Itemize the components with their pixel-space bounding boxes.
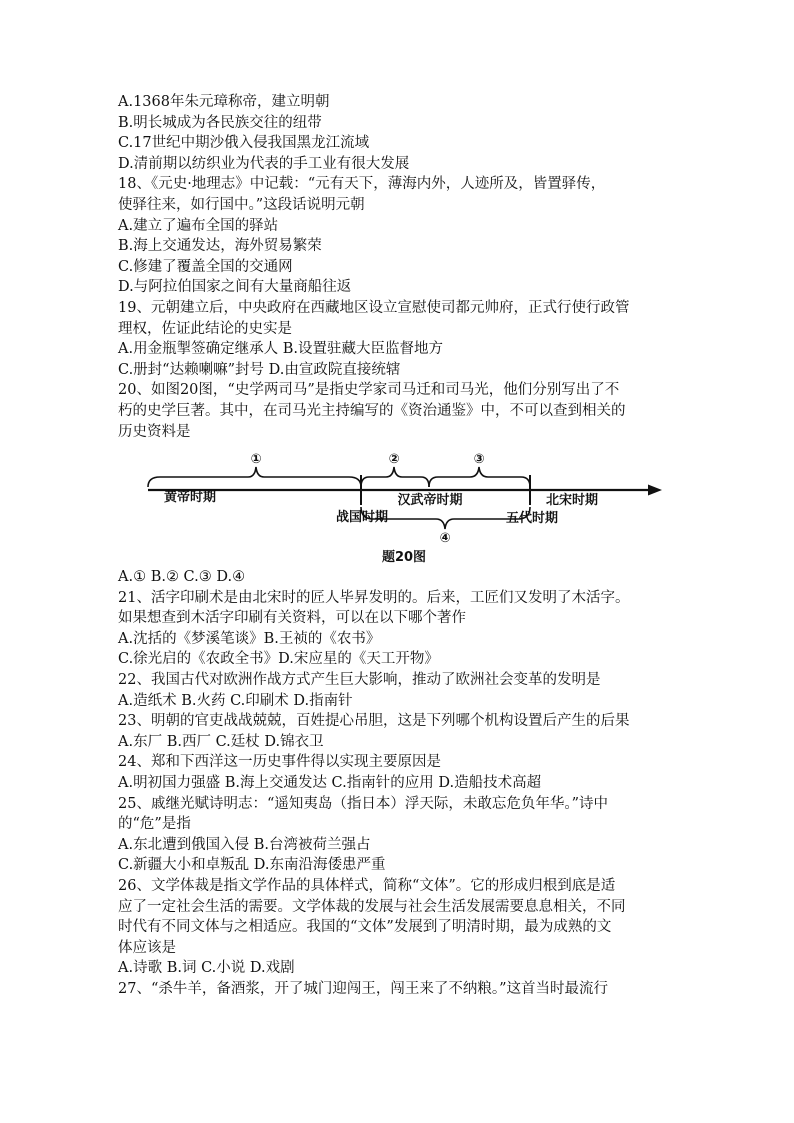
question-24-stem: 24、郑和下西洋这一历史事件得以实现主要原因是 (118, 754, 441, 771)
question-21-stem: 21、活字印刷术是由北宋时的匠人毕昇发明的。后来，工匠们又发明了木活字。 (118, 589, 630, 606)
option-line: D.清前期以纺织业为代表的手工业有很大发展 (118, 155, 410, 172)
question-26-stem: 应了一定社会生活的需要。文学体裁的发展与社会生活发展需要息息相关，不同 (118, 898, 626, 915)
marker-4: ④ (439, 531, 451, 547)
timeline-svg (118, 445, 684, 565)
question-21-stem: 如果想查到木活字印刷有关资料，可以在以下哪个著作 (118, 610, 466, 627)
timeline-figure (118, 445, 684, 565)
brace-2 (361, 467, 429, 487)
question-26-stem: 体应该是 (118, 939, 176, 956)
marker-3: ③ (473, 452, 485, 468)
label-zhanguo: 战国时期 (335, 510, 389, 526)
marker-2: ② (388, 452, 400, 468)
option-line: A.沈括的《梦溪笔谈》B.王祯的《农书》 (118, 630, 381, 647)
option-line: A.造纸术 B.火药 C.印刷术 D.指南针 (118, 692, 353, 709)
exam-page (118, 92, 684, 1000)
label-hanwudi: 汉武帝时期 (397, 493, 463, 509)
label-beisong: 北宋时期 (545, 493, 599, 509)
text-block-upper (118, 92, 684, 442)
question-27-stem: 27、“杀牛羊，备酒浆，开了城门迎闯王，闯王来了不纳粮。”这首当时最流行 (118, 980, 609, 997)
option-line: D.与阿拉伯国家之间有大量商船往返 (118, 279, 352, 296)
brace-1 (148, 467, 361, 487)
option-line: C.新疆大小和卓叛乱 D.东南沿海倭患严重 (118, 857, 386, 874)
question-19-stem: 理权，佐证此结论的史实是 (118, 320, 292, 337)
question-22-stem: 22、我国古代对欧洲作战方式产生巨大影响，推动了欧洲社会变革的发明是 (118, 672, 601, 689)
option-line: B.海上交通发达，海外贸易繁荣 (118, 238, 322, 255)
question-25-stem: 25、戚继光赋诗明志：“遥知夷岛（指日本）浮天际，未敢忘危负年华。”诗中 (118, 795, 609, 812)
question-18-stem: 使驿往来，如行国中。”这段话说明元朝 (118, 196, 365, 213)
option-line: A.① B.② C.③ D.④ (118, 569, 246, 586)
question-26-stem: 26、文学体裁是指文学作品的具体样式，简称“文体”。它的形成归根到底是适 (118, 878, 616, 894)
question-20-stem: 朽的史学巨著。其中，在司马光主持编写的《资治通鉴》中，不可以查到相关的 (118, 402, 626, 419)
option-line: A.东厂 B.西厂 C.廷杖 D.锦衣卫 (118, 733, 324, 750)
option-line: B.明长城成为各民族交往的纽带 (118, 114, 322, 131)
question-23-stem: 23、明朝的官吏战战兢兢，百姓提心吊胆，这是下列哪个机构设置后产生的后果 (118, 713, 630, 730)
option-line: C.修建了覆盖全国的交通网 (118, 258, 293, 275)
label-huangdi: 黄帝时期 (163, 490, 217, 506)
option-line: A.明初国力强盛 B.海上交通发达 C.指南针的应用 D.造船技术高超 (118, 775, 542, 792)
question-19-stem: 19、元朝建立后，中央政府在西藏地区设立宣慰使司都元帅府，正式行使行政管 (118, 299, 630, 316)
question-25-stem: 的“危”是指 (118, 816, 191, 833)
label-wudai: 五代时期 (505, 511, 559, 527)
question-20-stem: 历史资料是 (118, 423, 191, 440)
figure-caption: 题20图 (381, 550, 427, 566)
option-line: C.册封“达赖喇嘛”封号 D.由宣政院直接统辖 (118, 361, 401, 378)
option-line: A.建立了遍布全国的驿站 (118, 217, 279, 234)
question-26-stem: 时代有不同文体与之相适应。我国的“文体”发展到了明清时期，最为成熟的文 (118, 919, 612, 936)
option-line: C.徐光启的《农政全书》D.宋应星的《天工开物》 (118, 651, 439, 668)
option-line: A.1368年朱元璋称帝，建立明朝 (118, 94, 330, 110)
option-line: A.东北遭到俄国入侵 B.台湾被荷兰强占 (118, 836, 371, 853)
text-block-lower (118, 567, 684, 999)
option-line: C.17世纪中期沙俄入侵我国黑龙江流域 (118, 135, 370, 152)
option-line: A.诗歌 B.词 C.小说 D.戏剧 (118, 960, 295, 977)
question-18-stem: 18、《元史·地理志》中记载：“元有天下，薄海内外，人迹所及，皆置驿传， (118, 176, 606, 193)
option-line: A.用金瓶掣签确定继承人 B.设置驻藏大臣监督地方 (118, 341, 443, 358)
marker-1: ① (250, 452, 262, 468)
question-20-stem: 20、如图20图，“史学两司马”是指史学家司马迁和司马光，他们分别写出了不 (118, 382, 620, 399)
brace-3 (429, 467, 530, 487)
arrowhead-icon (648, 485, 662, 496)
